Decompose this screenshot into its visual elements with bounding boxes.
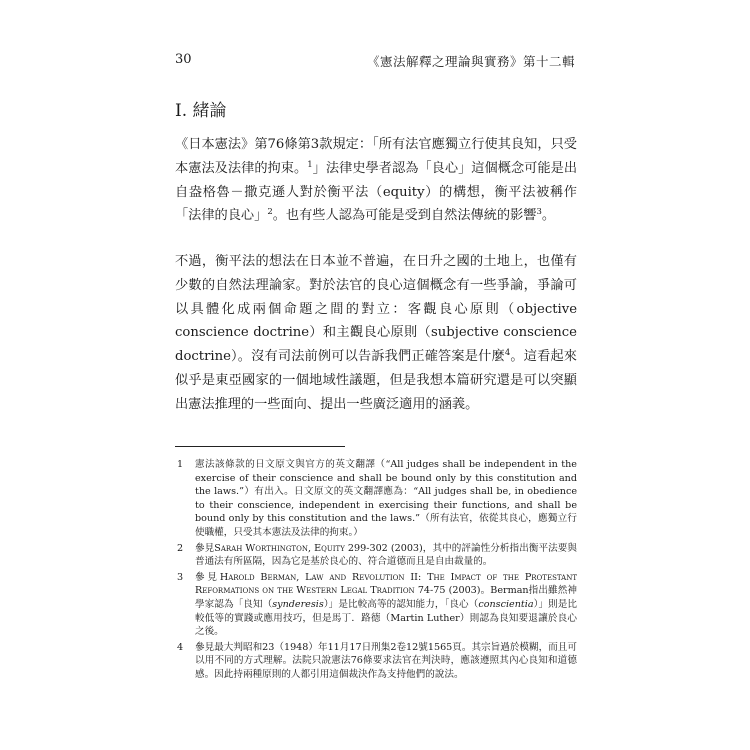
footnote-text: 參見 xyxy=(195,542,215,554)
running-header: 《憲法解釋之理論與實務》第十二輯 xyxy=(366,54,575,69)
footnote-text: 參見 xyxy=(195,571,220,583)
footnote-ref[interactable]: 2 xyxy=(267,207,273,218)
paragraph-text: 不過，衡平法的想法在日本並不普遍，在日升之國的土地上，也僅有少數的自然法理論家。對於法官的良心這個概念有一些爭論，爭論可以具體化成兩個命題之間的對立：客觀良心原則（objective conscience doctrine）和主觀良心原則（subjective conscience doctrine）。沒有司法前例可以告訴我們正確答案是什麼 xyxy=(175,254,577,365)
footnote-ref[interactable]: 4 xyxy=(504,348,511,359)
paragraph-text: 。 xyxy=(541,208,556,224)
footnote-number: 2 xyxy=(177,542,184,554)
footnote xyxy=(175,458,577,540)
footnote-text: ）」是比較高等的認知能力，「良心（ xyxy=(323,598,479,610)
paragraph-text: 。這看起來似乎是東亞國家的一個地域性議題，但是我想本篇研究還是可以突顯出憲法推理的一些面向、提出一些廣泛適用的涵義。 xyxy=(175,349,577,412)
footnote-ref[interactable]: 3 xyxy=(536,207,542,218)
latin-term: synderesis xyxy=(272,598,324,610)
footnote-ref[interactable]: 1 xyxy=(307,159,313,170)
footnote-text: 憲法該條款的日文原文與官方的英文翻譯（“All judges shall be independent in the exercise of their conscience and shall be bound only by this constitution and the laws.”）有出入。日文原文的英文翻譯應為：“All judges shall be, in obedience to their conscience, independent in exercising their functions, and shall be bound only by this constitution and the laws.”（所有法官，依從其良心，應獨立行使職權，只受其本憲法及法律的拘束。） xyxy=(195,459,577,538)
footnote-separator xyxy=(175,446,345,447)
body-paragraph xyxy=(175,133,577,228)
latin-term: conscientia xyxy=(478,598,534,610)
footnote xyxy=(175,571,577,639)
footnotes xyxy=(175,458,577,684)
paragraph-text: 」法律史學者認為「良心」這個概念可能是出自盎格魯－撒克遜人對於衡平法（equity）的構想，衡平法被稱作「法律的良心」 xyxy=(175,160,578,224)
footnote-text: 74-75 (2003)。Berman指出雖然神學家認為「良知（ xyxy=(195,585,577,610)
citation: Sarah Worthington, Equity xyxy=(214,542,345,554)
footnote xyxy=(175,641,577,682)
footnote xyxy=(175,542,577,569)
body-paragraph xyxy=(175,250,577,417)
footnote-text: 參見最大判昭和23（1948）年11月17日刑集2卷12號1565頁。其宗旨過於模糊，而且可以用不同的方式理解。法院只說憲法76條要求法官在判決時，應該遵照其內心良知和道德感。因此持兩種原則的人都引用這個裁決作為支持他們的說法。 xyxy=(195,641,577,680)
paragraph-text: 。也有些人認為可能是受到自然法傳統的影響 xyxy=(272,208,537,224)
footnote-text: ）」則是比較低等的實踐或應用技巧，但是馬丁．路德（Martin Luther）則認為良知要退讓於良心之後。 xyxy=(195,598,578,638)
section-heading: I. 緒論 xyxy=(175,101,227,121)
footnote-number: 4 xyxy=(177,641,184,653)
footnote-text: 299-302 (2003)，其中的評論性分析指出衡平法要與普通法有所區隔，因為它是基於良心的、符合道德而且是自由裁量的。 xyxy=(195,542,577,568)
footnote-number: 3 xyxy=(177,571,184,583)
footnote-number: 1 xyxy=(177,459,184,470)
paragraph-text: 《日本憲法》第76條第3款規定：「所有法官應獨立行使其良知，只受本憲法及法律的拘束。 xyxy=(175,137,577,176)
citation: Harold Berman, Law and Revolution II: The Impact of the Protestant Reformations on the Western Legal Tradition xyxy=(195,571,578,597)
page-number: 30 xyxy=(175,52,192,67)
